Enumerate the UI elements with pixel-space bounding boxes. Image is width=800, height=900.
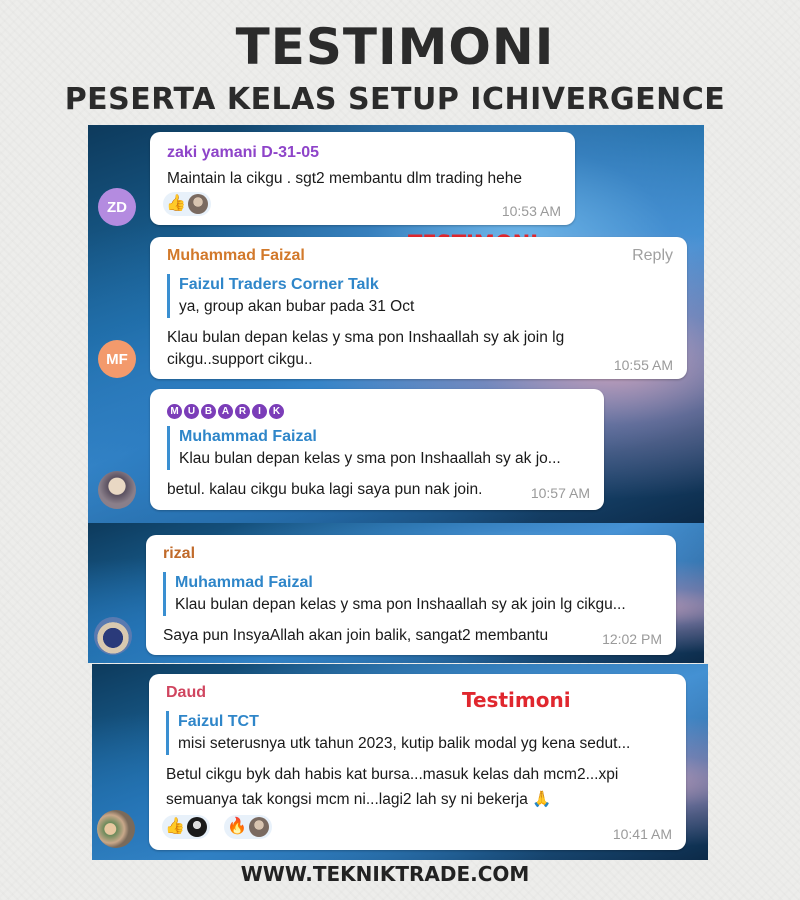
message-text: Saya pun InsyaAllah akan join balik, sangat2 membantu [163,627,549,644]
quoted-text: Klau bulan depan kelas y sma pon Inshaallah sy ak jo... [179,450,561,467]
page-subtitle: PESERTA KELAS SETUP ICHIVERGENCE [64,82,726,117]
message-bubble[interactable] [150,237,687,379]
reaction-pill[interactable] [163,192,211,216]
sender-letter: I [252,404,267,419]
message-bubble[interactable] [146,535,676,655]
quoted-reply[interactable] [163,572,626,616]
fire-icon: 🔥 [227,818,247,835]
message-time: 10:53 AM [501,203,561,219]
sender-name[interactable]: rizal [163,545,196,562]
reactor-avatar [249,817,269,837]
reaction-pill[interactable] [224,815,272,839]
quoted-reply[interactable] [167,426,561,470]
avatar[interactable]: MF [98,340,136,378]
sender-name[interactable]: zaki yamani D-31-05 [167,144,320,161]
sender-letter: R [235,404,250,419]
sender-letter: A [218,404,233,419]
quoted-text: misi seterusnya utk tahun 2023, kutip balik modal yg kena sedut... [178,735,631,752]
quoted-text: Klau bulan depan kelas y sma pon Inshaallah sy ak join lg cikgu... [175,596,626,613]
sender-name[interactable] [167,401,286,419]
sender-letter: M [167,404,182,419]
message-time: 10:41 AM [612,826,672,842]
message-bubble[interactable] [150,132,575,225]
message-time: 10:55 AM [613,357,673,373]
reactor-avatar [188,194,208,214]
quoted-sender: Faizul TCT [178,713,259,730]
sender-letter: K [269,404,284,419]
message-text-line2: cikgu..support cikgu.. [167,351,313,368]
message-text-line1: Betul cikgu byk dah habis kat bursa...masuk kelas dah mcm2...xpi [166,766,619,783]
sender-letter: B [201,404,216,419]
chat-panel-3 [92,664,708,860]
testimoni-overlay: Testimoni [462,688,571,712]
message-bubble[interactable] [149,674,686,850]
avatar[interactable]: ZD [98,188,136,226]
thumbs-up-icon: 👍 [165,818,185,835]
message-time: 12:02 PM [602,631,662,647]
message-time: 10:57 AM [530,485,590,501]
message-text: Maintain la cikgu . sgt2 membantu dlm trading hehe [167,170,522,187]
reactor-avatar [187,817,207,837]
avatar[interactable] [94,617,132,655]
quoted-sender: Muhammad Faizal [179,428,317,445]
quoted-reply[interactable] [166,711,630,755]
message-text-line2: semuanya tak kongsi mcm ni...lagi2 lah sy ni bekerja 🙏 [166,791,552,808]
avatar[interactable] [97,810,135,848]
website-footer: WWW.TEKNIKTRADE.COM [240,862,530,886]
sender-letter: U [184,404,199,419]
quoted-reply[interactable] [167,274,414,318]
reply-button[interactable]: Reply [632,247,673,264]
thumbs-up-icon: 👍 [166,195,186,212]
quoted-sender: Muhammad Faizal [175,574,313,591]
chat-panel-2 [88,523,704,663]
chat-panel-1 [88,125,704,523]
sender-name[interactable]: Muhammad Faizal [167,247,305,264]
message-text: betul. kalau cikgu buka lagi saya pun nak join. [167,481,483,498]
quoted-text: ya, group akan bubar pada 31 Oct [179,298,415,315]
sender-name[interactable]: Daud [166,684,206,701]
reaction-pill[interactable] [162,815,210,839]
quoted-sender: Faizul Traders Corner Talk [179,276,379,293]
message-bubble[interactable] [150,389,604,510]
message-text-line1: Klau bulan depan kelas y sma pon Inshaallah sy ak join lg [167,329,565,346]
avatar[interactable] [98,471,136,509]
page-title: TESTIMONI [235,18,555,76]
